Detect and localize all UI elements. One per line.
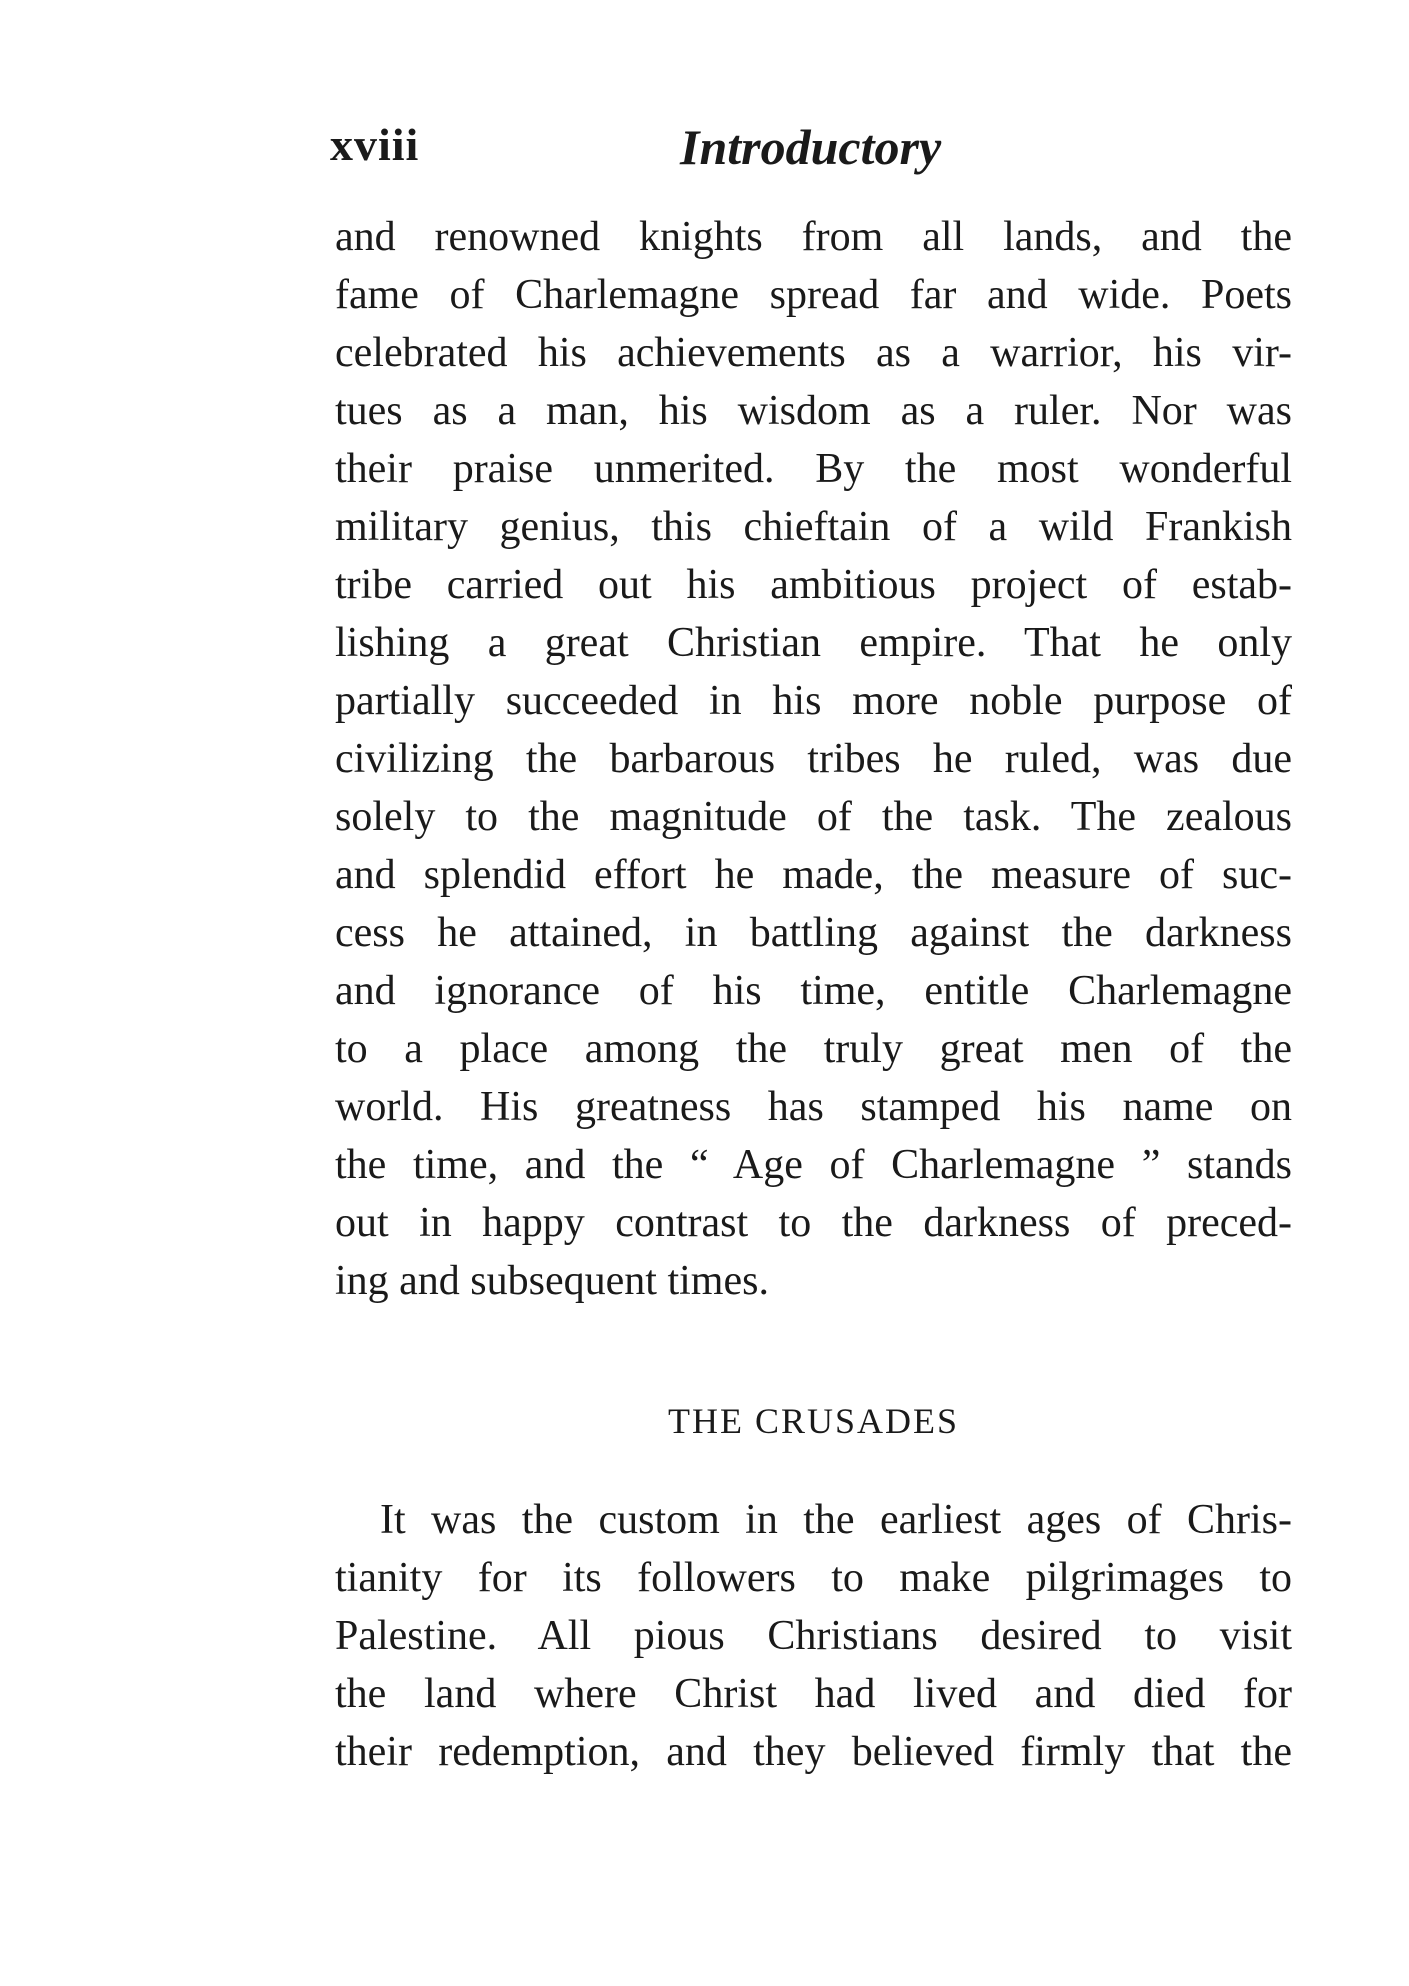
text-line: military genius, this chieftain of a wild Frankish <box>335 504 1292 550</box>
text-line: partially succeeded in his more noble purpose of <box>335 678 1292 724</box>
text-line: celebrated his achievements as a warrior, his vir- <box>335 330 1292 376</box>
text-line: tianity for its followers to make pilgrimages to <box>335 1555 1292 1601</box>
page-number: xviii <box>330 119 420 170</box>
text-line: and ignorance of his time, entitle Charlemagne <box>335 968 1292 1014</box>
section-heading: THE CRUSADES <box>667 1401 960 1441</box>
text-line: tues as a man, his wisdom as a ruler. Nor was <box>335 388 1292 434</box>
text-line: out in happy contrast to the darkness of preced- <box>335 1200 1292 1246</box>
text-line: their praise unmerited. By the most wonderful <box>335 446 1292 492</box>
running-header <box>330 118 1290 188</box>
text-line: the land where Christ had lived and died for <box>335 1671 1292 1717</box>
text-line: fame of Charlemagne spread far and wide. Poets <box>335 272 1292 318</box>
running-title: Introductory <box>680 119 942 175</box>
text-line: ing and subsequent times. <box>335 1258 769 1304</box>
text-line: and splendid effort he made, the measure of suc- <box>335 852 1292 898</box>
text-line: their redemption, and they believed firmly that the <box>335 1729 1292 1775</box>
text-line: solely to the magnitude of the task. The zealous <box>335 794 1292 840</box>
text-line: civilizing the barbarous tribes he ruled, was due <box>335 736 1292 782</box>
text-line: tribe carried out his ambitious project of estab- <box>335 562 1292 608</box>
text-line: the time, and the “ Age of Charlemagne ” stands <box>335 1142 1292 1188</box>
text-line: world. His greatness has stamped his name on <box>335 1084 1292 1130</box>
text-line: to a place among the truly great men of the <box>335 1026 1292 1072</box>
text-line: lishing a great Christian empire. That he only <box>335 620 1292 666</box>
text-line: and renowned knights from all lands, and the <box>335 214 1292 260</box>
text-line: It was the custom in the earliest ages of Chris- <box>380 1497 1292 1543</box>
text-line: cess he attained, in battling against the darkness <box>335 910 1292 956</box>
text-line: Palestine. All pious Christians desired to visit <box>335 1613 1292 1659</box>
